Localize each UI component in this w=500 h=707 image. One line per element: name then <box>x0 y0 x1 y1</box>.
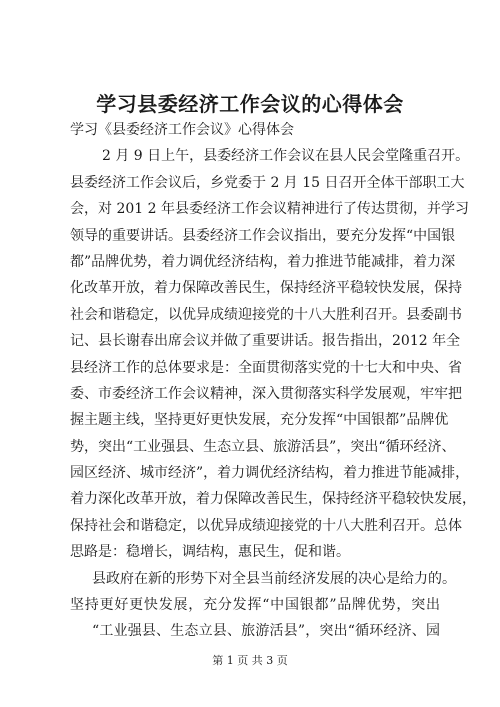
paragraph-line: 县委经济工作会议后，乡党委于 2 月 15 日召开全体干部职工大 <box>70 174 465 191</box>
subtitle-line: 学习《县委经济工作会议》心得体会 <box>70 122 294 138</box>
paragraph-line: 县经济工作的总体要求是：全面贯彻落实党的十七大和中央、省 <box>70 359 462 376</box>
paragraph-line: 着力深化改革开放，着力保障改善民生，保持经济平稳较快发展， <box>70 491 476 508</box>
paragraph-line: 保持社会和谐稳定，以优异成绩迎接党的十八大胜利召开。总体 <box>70 517 462 534</box>
paragraph-line: 化改革开放，着力保障改善民生，保持经济平稳较快发展，保持 <box>70 280 462 297</box>
page-number-footer: 第 1 页 共 3 页 <box>212 654 288 667</box>
paragraph-line: 势，突出“工业强县、生态立县、旅游活县”，突出“循环经济、 <box>70 438 456 455</box>
paragraph-line: 会，对 201 2 年县委经济工作会议精神进行了传达贯彻，并学习 <box>70 201 469 218</box>
paragraph-line: 领导的重要讲话。县委经济工作会议指出，要充分发挥“中国银 <box>70 227 456 244</box>
paragraph-line: 2 月 9 日上午，县委经济工作会议在县人民会堂隆重召开。 <box>102 148 470 165</box>
paragraph-line: 都”品牌优势，着力调优经济结构，着力推进节能减排，着力深 <box>70 253 456 270</box>
paragraph-line: 县政府在新的形势下对全县当前经济发展的决心是给力的。 <box>92 570 456 587</box>
paragraph-line: 坚持更好更快发展，充分发挥“中国银都”品牌优势，突出 <box>70 597 440 614</box>
paragraph-line: 委、市委经济工作会议精神，深入贯彻落实科学发展观，牢牢把 <box>70 385 462 402</box>
paragraph-line: 握主题主线，坚持更好更快发展，充分发挥“中国银都”品牌优 <box>70 412 449 429</box>
paragraph-line: 社会和谐稳定，以优异成绩迎接党的十八大胜利召开。县委副书 <box>70 306 462 323</box>
paragraph-line: 记、县长谢春出席会议并做了重要讲话。报告指出，2012 年全 <box>70 333 461 350</box>
paragraph-line: 思路是：稳增长，调结构，惠民生，促和谐。 <box>70 544 350 561</box>
document-body <box>70 117 476 645</box>
paragraph-line: “工业强县、生态立县、旅游活县”，突出“循环经济、园 <box>92 623 440 640</box>
page-title: 学习县委经济工作会议的心得体会 <box>96 92 404 116</box>
paragraph-line: 园区经济、城市经济”，着力调优经济结构，着力推进节能减排， <box>70 465 470 482</box>
